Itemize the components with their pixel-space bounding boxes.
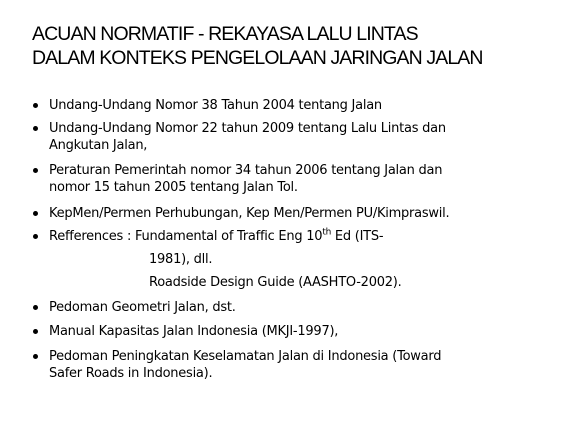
list-item-line: Peraturan Pemerintah nomor 34 tahun 2006 tentang Jalan dan [49,163,443,178]
bullet-icon [33,126,38,131]
list-item-line: Pedoman Geometri Jalan, dst. [49,300,236,315]
bullet-icon [33,329,38,334]
list-item-text [49,228,554,291]
list-item-line: KepMen/Permen Perhubungan, Kep Men/Permen PU/Kimpraswil. [49,206,450,221]
references-suffix: Ed (ITS- [331,229,384,244]
references-prefix: Refferences : Fundamental of Traffic Eng 10 [49,229,323,244]
slide-title-line-1: ACUAN NORMATIF - REKAYASA LALU LINTAS [32,23,418,45]
list-item-text [49,323,554,340]
list-item-line: Manual Kapasitas Jalan Indonesia (MKJI-1997), [49,324,339,339]
bullet-icon [33,211,38,216]
list-item-text [49,120,554,154]
ordinal-superscript: th [322,227,332,238]
list-item-text [49,348,554,382]
list-item-line: Undang-Undang Nomor 38 Tahun 2004 tentang Jalan [49,98,382,113]
list-item-line: Undang-Undang Nomor 22 tahun 2009 tentang Lalu Lintas dan [49,121,446,136]
references-continuation: Roadside Design Guide (AASHTO-2002). [149,275,402,290]
list-item-line: Pedoman Peningkatan Keselamatan Jalan di Indonesia (Toward [49,349,442,364]
list-item-line: nomor 15 tahun 2005 tentang Jalan Tol. [49,180,298,195]
bullet-icon [33,354,38,359]
list-item-text [49,205,554,222]
list-item-text [49,299,554,316]
bullet-icon [33,305,38,310]
slide-title-line-2: DALAM KONTEKS PENGELOLAAN JARINGAN JALAN [32,47,483,69]
bullet-icon [33,168,38,173]
bullet-icon [33,234,38,239]
list-item-line [49,228,554,245]
references-continuation: 1981), dll. [149,252,213,267]
list-item-line: Safer Roads in Indonesia). [49,366,213,381]
list-item-text [49,162,554,196]
list-item-line: Angkutan Jalan, [49,138,148,153]
list-item-text [49,97,554,114]
bullet-icon [33,103,38,108]
